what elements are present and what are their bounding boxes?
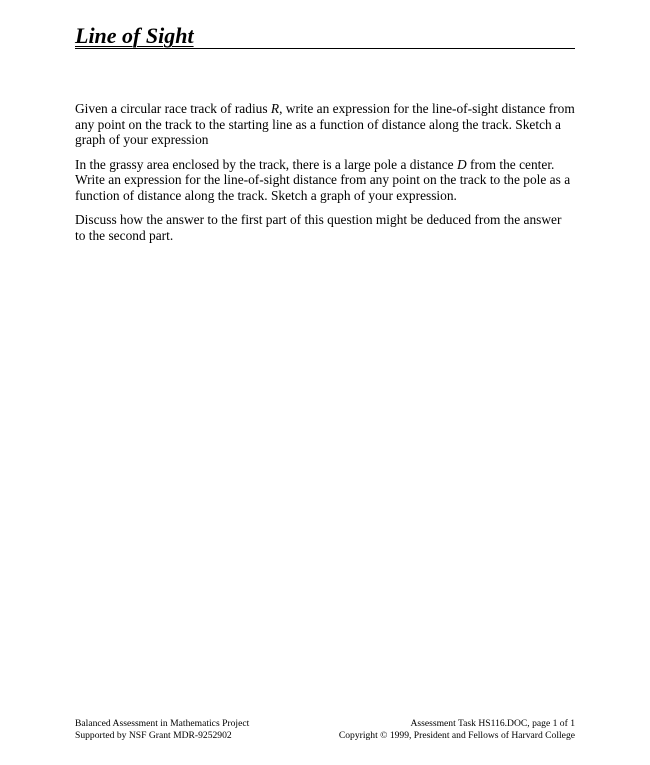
paragraph-2-text-a: In the grassy area enclosed by the track, there is a large pole a distance	[75, 156, 457, 172]
paragraph-pole	[75, 157, 575, 204]
footer-left	[75, 718, 249, 742]
page-title: Line of Sight	[75, 23, 194, 48]
variable-d: D	[456, 156, 467, 172]
paragraph-race-track	[75, 101, 575, 148]
footer-project-name: Balanced Assessment in Mathematics Project	[75, 718, 250, 729]
paragraph-discuss: Discuss how the answer to the first part of this question might be deduced from the answer to the second part.	[75, 212, 562, 243]
paragraph-1-text-b: , write an expression for the line-of-sight distance from any point on the track to the starting line as a function of distance along the track. Sketch a graph of your expression	[75, 101, 575, 147]
document-body	[75, 101, 575, 252]
variable-r: R	[270, 101, 280, 116]
paragraph-1-text-a: Given a circular race track of radius	[75, 101, 271, 116]
footer-right	[339, 718, 575, 742]
footer-copyright: Copyright © 1999, President and Fellows of Harvard College	[338, 730, 575, 741]
footer-task-page: Assessment Task HS116.DOC, page 1 of 1	[410, 718, 575, 729]
paragraph-2-text-b: from the center. Write an expression for the line-of-sight distance from any point on the track to the pole as a function of distance along the track. Sketch a graph of your expression.	[75, 156, 571, 203]
footer-grant: Supported by NSF Grant MDR-9252902	[75, 730, 232, 741]
title-block	[75, 24, 575, 49]
